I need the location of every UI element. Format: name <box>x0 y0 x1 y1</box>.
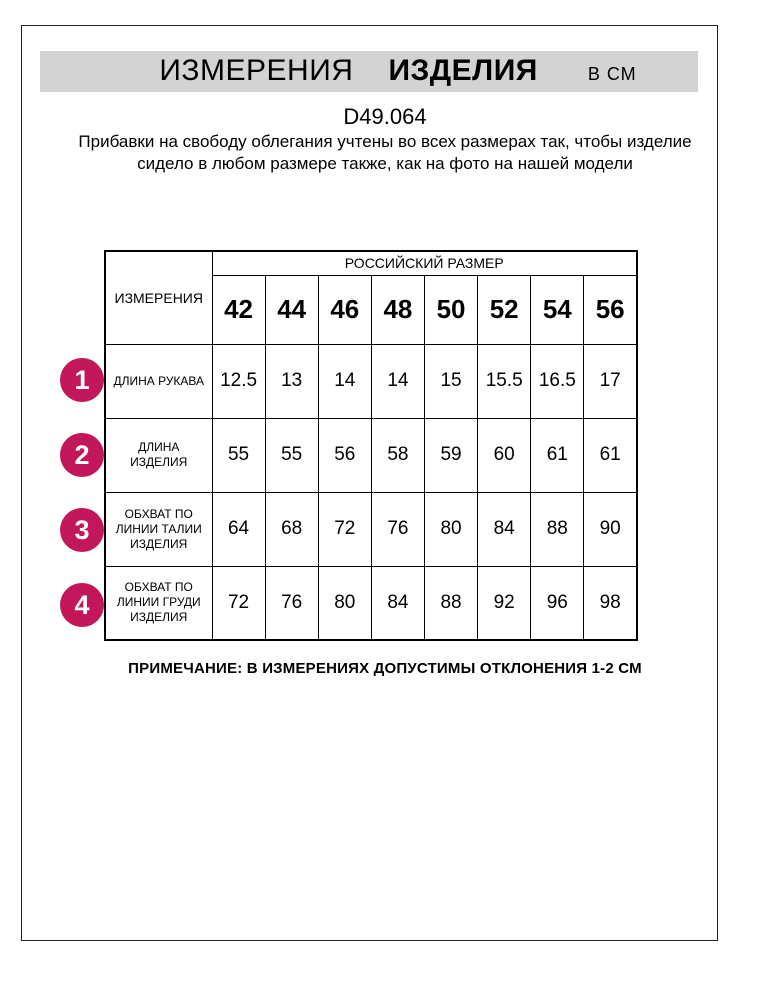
table-row <box>105 418 637 492</box>
value-cell: 64 <box>212 492 265 566</box>
group-header-cell: РОССИЙСКИЙ РАЗМЕР <box>212 251 637 275</box>
value-cell: 88 <box>531 492 584 566</box>
size-header-cell: 44 <box>265 275 318 344</box>
row-label-cell: ДЛИНА РУКАВА <box>105 344 212 418</box>
value-cell: 60 <box>478 418 531 492</box>
title-unit: В СМ <box>587 64 637 84</box>
value-cell: 13 <box>265 344 318 418</box>
size-header-cell: 46 <box>318 275 371 344</box>
value-cell: 17 <box>584 344 637 418</box>
value-cell: 55 <box>265 418 318 492</box>
size-header-cell: 54 <box>531 275 584 344</box>
row-label-cell: ОБХВАТ ПО ЛИНИИ ГРУДИ ИЗДЕЛИЯ <box>105 566 212 640</box>
value-cell: 96 <box>531 566 584 640</box>
size-header-cell: 52 <box>478 275 531 344</box>
title-product: ИЗДЕЛИЯ <box>388 54 538 87</box>
row-number-badge: 1 <box>60 358 104 402</box>
value-cell: 59 <box>425 418 478 492</box>
size-header-cell: 42 <box>212 275 265 344</box>
value-cell: 76 <box>265 566 318 640</box>
title-bar <box>40 51 698 92</box>
value-cell: 56 <box>318 418 371 492</box>
note-text: ПРИМЕЧАНИЕ: В ИЗМЕРЕНИЯХ ДОПУСТИМЫ ОТКЛОНЕНИЯ 1-2 СМ <box>128 660 642 677</box>
value-cell: 88 <box>425 566 478 640</box>
row-label-cell: ОБХВАТ ПО ЛИНИИ ТАЛИИ ИЗДЕЛИЯ <box>105 492 212 566</box>
value-cell: 68 <box>265 492 318 566</box>
value-cell: 80 <box>425 492 478 566</box>
value-cell: 61 <box>531 418 584 492</box>
size-header-cell: 56 <box>584 275 637 344</box>
value-cell: 76 <box>371 492 424 566</box>
value-cell: 90 <box>584 492 637 566</box>
value-cell: 12.5 <box>212 344 265 418</box>
size-header-cell: 50 <box>425 275 478 344</box>
value-cell: 14 <box>318 344 371 418</box>
value-cell: 72 <box>318 492 371 566</box>
value-cell: 58 <box>371 418 424 492</box>
corner-header-cell: ИЗМЕРЕНИЯ <box>105 251 212 344</box>
table-row <box>105 492 637 566</box>
row-label-cell: ДЛИНА ИЗДЕЛИЯ <box>105 418 212 492</box>
value-cell: 80 <box>318 566 371 640</box>
value-cell: 98 <box>584 566 637 640</box>
value-cell: 16.5 <box>531 344 584 418</box>
size-header-cell: 48 <box>371 275 424 344</box>
row-number-badge: 3 <box>60 508 104 552</box>
value-cell: 72 <box>212 566 265 640</box>
value-cell: 92 <box>478 566 531 640</box>
value-cell: 61 <box>584 418 637 492</box>
size-table <box>104 250 638 641</box>
table-row <box>105 566 637 640</box>
value-cell: 14 <box>371 344 424 418</box>
row-number-badge: 2 <box>60 433 104 477</box>
row-number-badge: 4 <box>60 583 104 627</box>
value-cell: 84 <box>478 492 531 566</box>
table-row <box>105 344 637 418</box>
table-group-header-row <box>105 251 637 275</box>
value-cell: 15.5 <box>478 344 531 418</box>
value-cell: 84 <box>371 566 424 640</box>
title-measurements: ИЗМЕРЕНИЯ <box>159 54 354 87</box>
description-text: Прибавки на свободу облегания учтены во всех размерах так, чтобы изделие сидело в любом размере также, как на фото на нашей модели <box>78 132 692 173</box>
product-code: D49.064 <box>343 104 427 129</box>
value-cell: 55 <box>212 418 265 492</box>
value-cell: 15 <box>425 344 478 418</box>
